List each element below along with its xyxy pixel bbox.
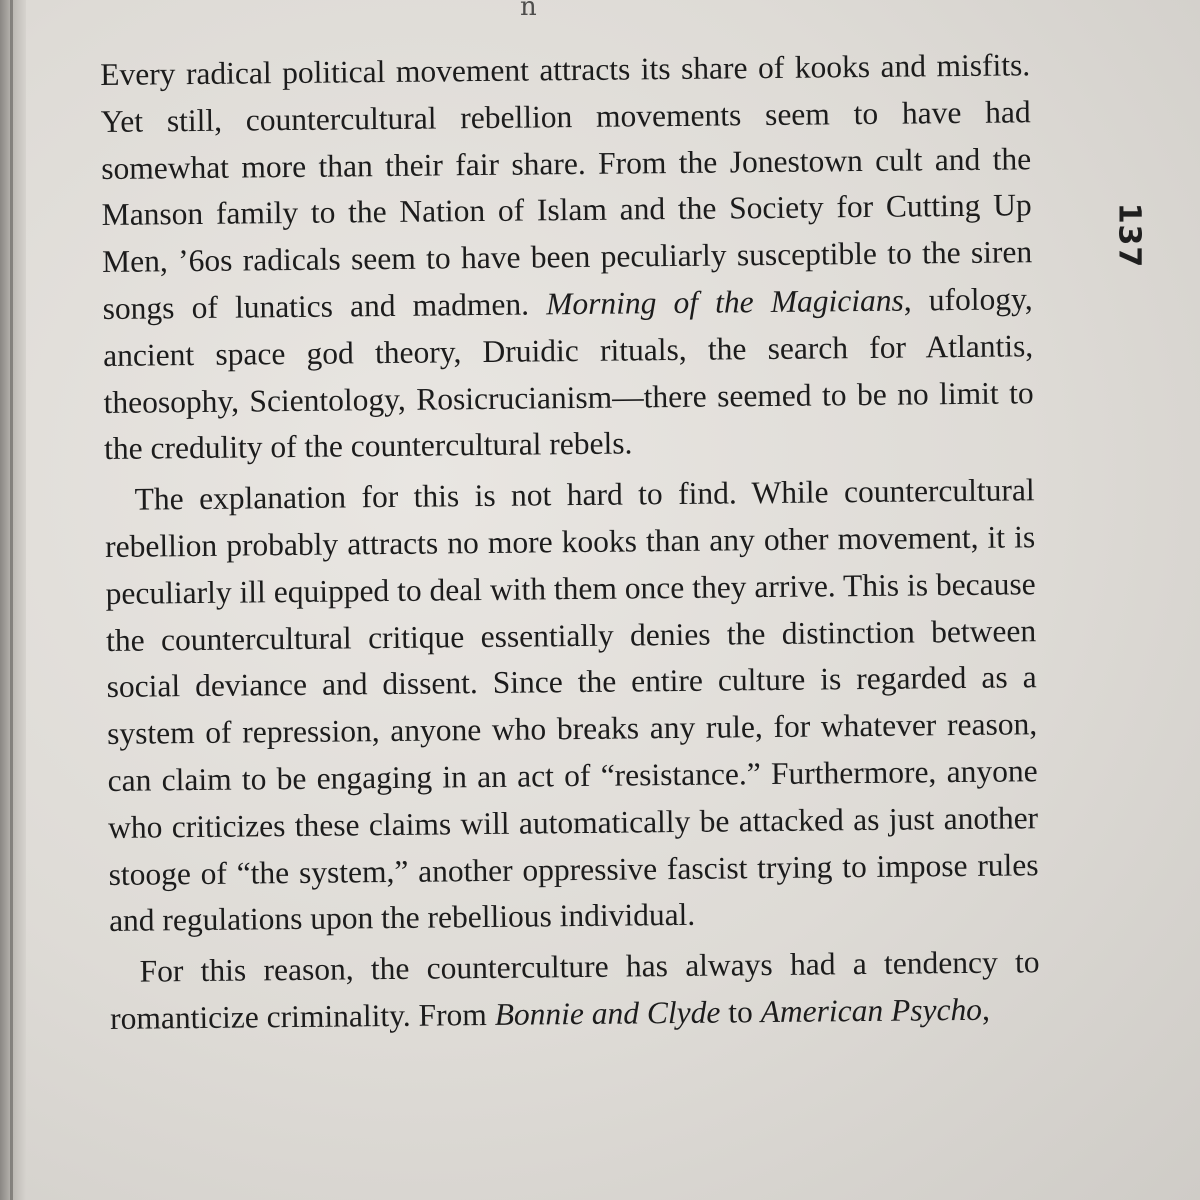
paragraph-2 bbox=[104, 467, 1039, 945]
paragraph-1-segment-3: , ufology, ancient space god theory, Druidic rituals, the search for Atlantis, theosophy, Scientology, Rosicrucianism—there seemed to be no limit to the credulity of the countercultural rebels. bbox=[102, 281, 1034, 467]
top-text-fragment: n bbox=[520, 0, 537, 22]
paragraph-1 bbox=[100, 42, 1034, 473]
paragraph-3 bbox=[109, 939, 1040, 1042]
paragraph-3-segment-5: , bbox=[981, 991, 991, 1027]
paragraph-2-segment-1: The explanation for this is not hard to find. While countercultural rebellion probably attracts no more kooks than any other movement, it is peculiarly ill equipped to deal with them once they arrive. This is because the countercultural critique essentially denies the distinction between social deviance and dissent. Since the entire culture is regarded as a system of repression, anyone who breaks any rule, for whatever reason, can claim to be engaging in an act of “resistance.” Furthermore, anyone who criticizes these claims will automatically be attacked as just another stooge of “the system,” another oppressive fascist trying to impose rules and regulations upon the rebellious individual. bbox=[104, 472, 1039, 939]
gutter-shadow-line bbox=[10, 0, 13, 1200]
paragraph-3-segment-3: to bbox=[720, 994, 761, 1030]
paragraph-3-film-title: Bonnie and Clyde bbox=[494, 994, 721, 1032]
page-gutter bbox=[0, 0, 26, 1200]
body-text bbox=[100, 42, 1040, 1042]
paragraph-1-segment-1: Every radical political movement attracts its share of kooks and misfits. Yet still, countercultural rebellion movements seem to have had somewhat more than their fair share. From the Jonestown cult and the Manson family to the Nation of Islam and the Society for Cutting Up Men, ’6os radicals seem to have been peculiarly susceptible to the siren songs of lunatics and madmen. bbox=[100, 47, 1033, 326]
paragraph-1-book-title: Morning of the Magicians bbox=[545, 282, 904, 322]
paragraph-3-book-title: American Psycho bbox=[760, 991, 983, 1030]
page-number: 137 bbox=[1111, 202, 1147, 269]
paragraph-3-segment-1: For this reason, the counterculture has always had a tendency to romanticize criminality. From bbox=[109, 944, 1040, 1036]
